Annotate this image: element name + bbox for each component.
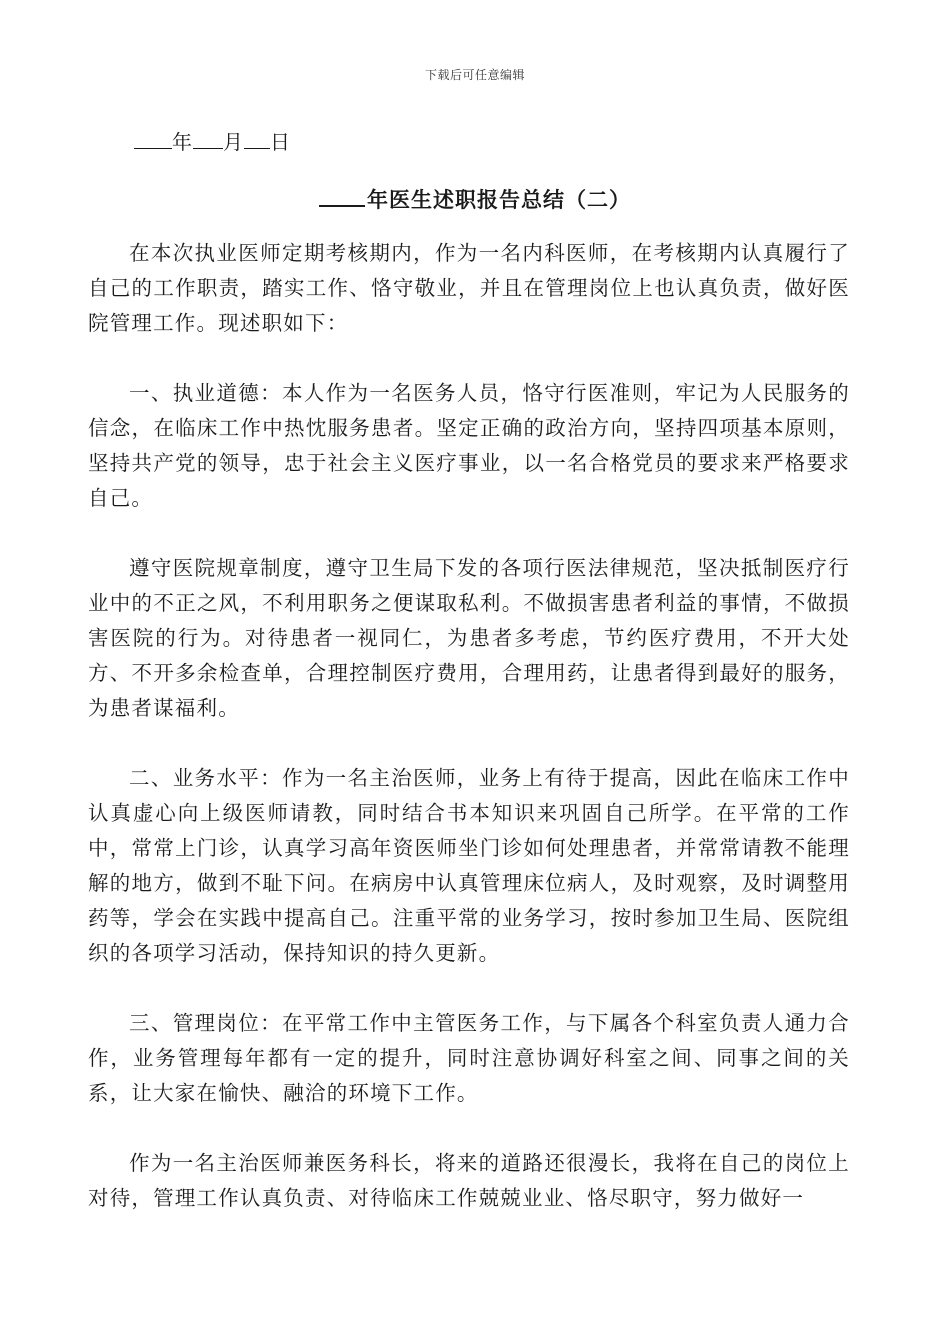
document-title [0, 184, 950, 214]
header-note: 下载后可任意编辑 [424, 68, 525, 82]
paragraph: 二、业务水平：作为一名主治医师，业务上有待于提高，因此在临床工作中认真虚心向上级医师请教，同时结合书本知识来巩固自己所学。在平常的工作中，常常上门诊，认真学习高年资医师坐门诊如何处理患者，并常常请教不能理解的地方，做到不耻下问。在病房中认真管理床位病人，及时观察，及时调整用药等，学会在实践中提高自己。注重平常的业务学习，按时参加卫生局、医院组织的各项学习活动，保持知识的持久更新。 [88, 766, 850, 965]
title-year-blank [319, 185, 365, 207]
paragraph: 作为一名主治医师兼医务科长，将来的道路还很漫长，我将在自己的岗位上对待，管理工作认真负责、对待临床工作兢兢业业、恪尽职守，努力做好一 [88, 1151, 850, 1210]
day-blank [244, 130, 270, 149]
paragraph: 一、执业道德：本人作为一名医务人员，恪守行医准则，牢记为人民服务的信念，在临床工作中热忱服务患者。坚定正确的政治方向，坚持四项基本原则，坚持共产党的领导，忠于社会主义医疗事业，以一名合格党员的要求来严格要求自己。 [88, 381, 850, 510]
date-year-label: 年 [172, 130, 193, 154]
document-body [88, 236, 850, 1251]
year-blank [134, 130, 172, 149]
date-line [134, 126, 291, 155]
paragraph: 遵守医院规章制度，遵守卫生局下发的各项行医法律规范，坚决抵制医疗行业中的不正之风，不利用职务之便谋取私利。不做损害患者利益的事情，不做损害医院的行为。对待患者一视同仁，为患者多考虑，节约医疗费用，不开大处方、不开多余检查单，合理控制医疗费用，合理用药，让患者得到最好的服务，为患者谋福利。 [88, 556, 850, 720]
date-day-label: 日 [270, 130, 291, 154]
date-month-label: 月 [223, 130, 244, 154]
paragraph: 三、管理岗位：在平常工作中主管医务工作，与下属各个科室负责人通力合作，业务管理每年都有一定的提升，同时注意协调好科室之间、同事之间的关系，让大家在愉快、融洽的环境下工作。 [88, 1011, 850, 1105]
title-text: 年医生述职报告总结（二） [367, 187, 631, 212]
paragraph: 在本次执业医师定期考核期内，作为一名内科医师，在考核期内认真履行了自己的工作职责，踏实工作、恪守敬业，并且在管理岗位上也认真负责，做好医院管理工作。现述职如下： [88, 241, 850, 335]
month-blank [193, 130, 223, 149]
